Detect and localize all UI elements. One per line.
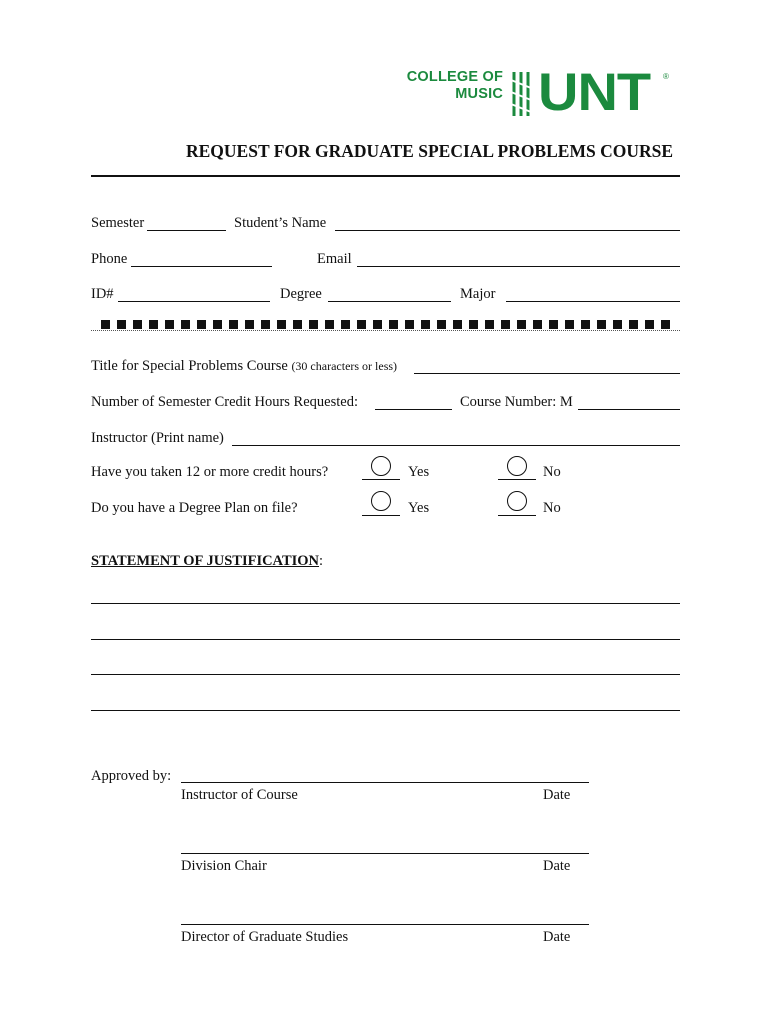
logo-line-music: MUSIC (455, 86, 503, 102)
q1-no-radio[interactable] (507, 456, 527, 476)
credit-hours-field[interactable] (375, 409, 452, 410)
students-name-field[interactable] (335, 230, 680, 231)
q2-yes-line (362, 515, 400, 516)
semester-field[interactable] (147, 230, 226, 231)
degree-field[interactable] (328, 301, 451, 302)
justification-line-1[interactable] (91, 603, 680, 604)
q2-no-radio[interactable] (507, 491, 527, 511)
instructor-field[interactable] (232, 445, 680, 446)
separator-square (117, 320, 126, 329)
separator-square (549, 320, 558, 329)
instructor-date-label: Date (543, 787, 571, 803)
separator-square (277, 320, 286, 329)
id-field[interactable] (118, 301, 270, 302)
q1-yes-radio[interactable] (371, 456, 391, 476)
course-number-label: Course Number: M (460, 394, 573, 410)
separator-square (581, 320, 590, 329)
director-date-label: Date (543, 929, 571, 945)
separator-square (661, 320, 670, 329)
q2-yes-label: Yes (408, 500, 430, 516)
justification-line-4[interactable] (91, 710, 680, 711)
instructor-label: Instructor (Print name) (91, 430, 224, 446)
q1-no-line (498, 479, 536, 480)
separator-square (405, 320, 414, 329)
credit-hours-label: Number of Semester Credit Hours Requested: (91, 394, 358, 410)
major-label: Major (460, 286, 496, 302)
question-credit-hours: Have you taken 12 or more credit hours? (91, 464, 329, 480)
director-graduate-studies-label: Director of Graduate Studies (181, 929, 349, 945)
course-title-label (91, 357, 397, 375)
separator-square (565, 320, 574, 329)
q1-yes-line (362, 479, 400, 480)
separator-square (165, 320, 174, 329)
title-rule (91, 175, 680, 177)
square-separator (91, 320, 680, 332)
division-chair-date-label: Date (543, 858, 571, 874)
id-label: ID# (91, 286, 114, 302)
separator-square (421, 320, 430, 329)
separator-square (133, 320, 142, 329)
separator-square (645, 320, 654, 329)
separator-square (357, 320, 366, 329)
semester-label: Semester (91, 215, 145, 231)
instructor-of-course-label: Instructor of Course (181, 787, 298, 803)
q1-yes-label: Yes (408, 464, 430, 480)
justification-colon: : (319, 553, 324, 569)
separator-square (309, 320, 318, 329)
justification-heading (91, 552, 323, 570)
form-title: REQUEST FOR GRADUATE SPECIAL PROBLEMS COURSE (186, 141, 674, 161)
separator-square (629, 320, 638, 329)
separator-square (501, 320, 510, 329)
separator-square (149, 320, 158, 329)
major-field[interactable] (506, 301, 680, 302)
separator-square (485, 320, 494, 329)
separator-square (325, 320, 334, 329)
students-name-label: Student’s Name (234, 215, 327, 231)
logo-line-college-of: COLLEGE OF (406, 69, 503, 85)
question-degree-plan: Do you have a Degree Plan on file? (91, 500, 298, 516)
separator-square (229, 320, 238, 329)
separator-square (437, 320, 446, 329)
college-of-music-logo (405, 61, 675, 122)
separator-square (261, 320, 270, 329)
separator-square (293, 320, 302, 329)
email-label: Email (317, 251, 352, 267)
separator-square (197, 320, 206, 329)
unt-wordmark: UNT (538, 61, 651, 122)
separator-square (597, 320, 606, 329)
separator-square (213, 320, 222, 329)
q1-no-label: No (543, 464, 561, 480)
course-title-note: (30 characters or less) (291, 359, 398, 373)
email-field[interactable] (357, 266, 680, 267)
justification-line-2[interactable] (91, 639, 680, 640)
separator-square (517, 320, 526, 329)
separator-square (373, 320, 382, 329)
separator-square (245, 320, 254, 329)
director-signature-line[interactable] (181, 924, 589, 925)
approved-by-label: Approved by: (91, 768, 172, 784)
separator-square (389, 320, 398, 329)
q2-no-label: No (543, 500, 561, 516)
justification-heading-text: STATEMENT OF JUSTIFICATION (91, 553, 320, 569)
q2-yes-radio[interactable] (371, 491, 391, 511)
degree-label: Degree (280, 286, 322, 302)
separator-square (453, 320, 462, 329)
registered-mark: ® (663, 72, 669, 81)
phone-field[interactable] (131, 266, 272, 267)
separator-square (613, 320, 622, 329)
separator-square (341, 320, 350, 329)
course-title-label-text: Title for Special Problems Course (91, 358, 288, 374)
justification-line-3[interactable] (91, 674, 680, 675)
instructor-signature-line[interactable] (181, 782, 589, 783)
separator-square (181, 320, 190, 329)
course-title-field[interactable] (414, 373, 680, 374)
division-chair-signature-line[interactable] (181, 853, 589, 854)
q2-no-line (498, 515, 536, 516)
division-chair-label: Division Chair (181, 858, 267, 874)
separator-square (469, 320, 478, 329)
separator-square (533, 320, 542, 329)
phone-label: Phone (91, 251, 128, 267)
course-number-field[interactable] (578, 409, 680, 410)
music-strings-icon (509, 70, 535, 118)
separator-square (101, 320, 110, 329)
